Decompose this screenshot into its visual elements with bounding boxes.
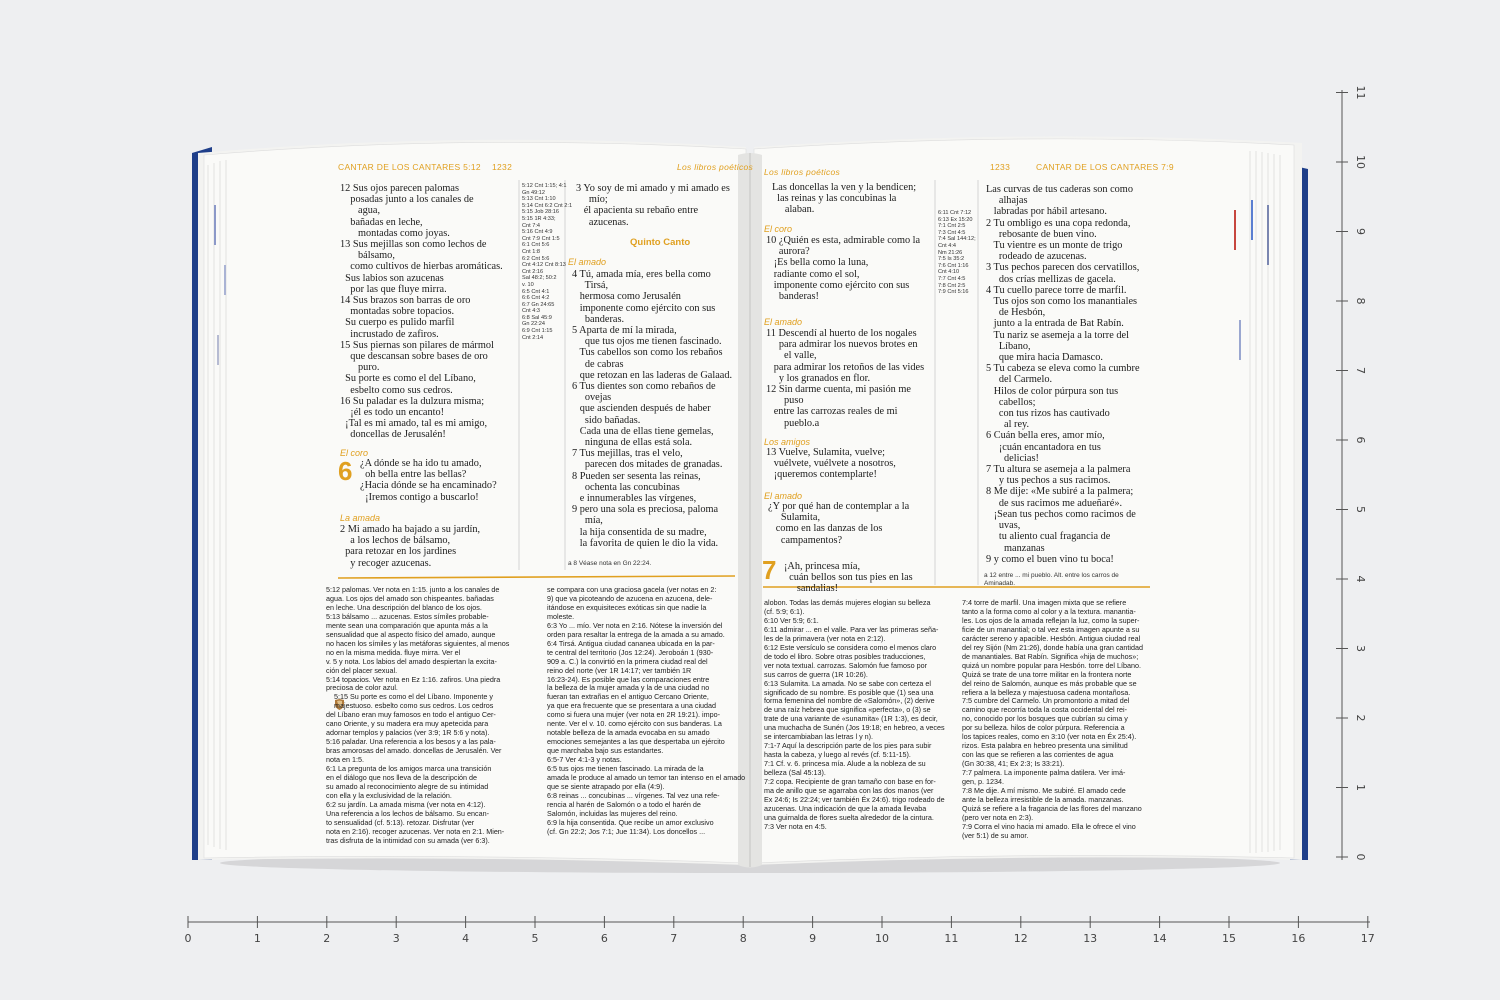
ruler-v-label: 8 [1354, 297, 1367, 305]
left-verses-col1: 12 Sus ojos parecen palomas posadas junto a los canales de agua, bañadas en leche, montadas como joyas. 13 Sus mejillas son como lechos de bálsamo, como cultivos de hierbas aromáticas. Sus labios son azucenas por las que fluye mirra. 14 Sus brazos son barras de oro montadas sobre topacios. Su cuerpo es pulido marfil incrustado de zafiros. 15 Sus piernas son pilares de mármol que descansan sobre bases de oro puro. Su porte es como el del Líbano, esbelto como sus cedros. 16 Su paladar es la dulzura misma; ¡él es todo un encanto! ¡Tal es mi amado, tal es mi amigo, doncellas de Jerusalén! [340, 183, 503, 441]
right-verses-col1b: 10 ¿Quién es esta, admirable como la aurora? ¡Es bella como la luna, radiante como el sol, imponente como ejército con sus banderas! [766, 235, 921, 303]
right-verses-col1f: ¡Ah, princesa mía, cuán bellos son tus pies en las sandalias! [784, 561, 913, 595]
section-heading-amado: El amado [568, 257, 607, 267]
ruler-h-label: 14 [1152, 932, 1167, 945]
right-verses-col1d: 13 Vuelve, Sulamita, vuelve; vuélvete, vuélvete a nosotros, ¡queremos contemplarte! [766, 447, 896, 481]
ruler-v-label: 1 [1354, 784, 1367, 791]
ruler-v-label: 0 [1354, 853, 1367, 861]
left-footnote: a 8 Véase nota en Gn 22:24. [568, 560, 652, 567]
horizontal-ruler [0, 910, 1500, 970]
ruler-v-label: 10 [1354, 155, 1367, 169]
ruler-h-label: 5 [531, 932, 539, 945]
left-study-notes-col1: 5:12 palomas. Ver nota en 1:15. junto a los canales de agua. Los ojos del amado son chispeantes. bañadas en leche. Una descripción del blanco de los ojos. 5:13 bálsamo ... azucenas. Estos símiles probable- mente sean una comparación que apunta más a la sensualidad que al aspecto físico del amado, aunque no hacen los símiles y las metáforas siguientes, al menos no en la misma medida. fluye mirra. Ver el v. 5 y nota. Los labios del amado despiertan la excita- ción del placer sexual. 5:14 topacios. Ver nota en Ez 1:16. zafiros. Una piedra preciosa de color azul. 5:15 Su porte es como el del Líbano. Imponente y majestuoso. esbelto como sus cedros. Los cedros del Líbano eran muy famosos en todo el antiguo Cer- cano Oriente, y su madera era muy apetecida para adornar templos y palacios (ver 3:9; 1R 5:6 y nota). 5:16 paladar. Una referencia a los besos y a las pala- bras amorosas del amado. doncellas de Jerusalén. Ver nota en 1:5. 6:1 La pregunta de los amigos marca una transición en el diálogo que nos lleva de la descripción de su amado al reconocimiento alegre de su intimidad con ella y la exclusividad de la relación. 6:2 su jardín. La amada misma (ver nota en 4:12). Una referencia a los lechos de bálsamo. Su encan- to sensualidad (cf. 5:13). retozar. Disfrutar (ver nota en 2:16). recoger azucenas. Ver nota en 2:1. Mien- tras disfruta de la intimidad con su amada (ver 6:3). [326, 585, 510, 845]
left-verses-col2: 3 Yo soy de mi amado y mi amado es mío; él apacienta su rebaño entre azucenas. [576, 183, 730, 228]
right-footnote: a 12 entre ... mi pueblo. Alt. entre los carros de Aminadab. [984, 572, 1119, 587]
ruler-v-label: 4 [1354, 575, 1367, 583]
chapter-number-6: 6 [338, 456, 353, 486]
right-verses-col2: Las curvas de tus caderas son como alhajas labradas por hábil artesano. 2 Tu ombligo es una copa redonda, rebosante de buen vino. Tu vientre es un monte de trigo rodeado de azucenas. 3 Tus pechos parecen dos cervatillos, dos crías mellizas de gacela. 4 Tu cuello parece torre de marfil. Tus ojos son como los manantiales de Hesbón, junto a la entrada de Bat Rabín. Tu nariz se asemeja a la torre del Líbano, que mira hacia Damasco. 5 Tu cabeza se eleva como la cumbre del Carmelo. Hilos de color púrpura son tus cabellos; con tus rizos has cautivado al rey. 6 Cuán bella eres, amor mío, ¡cuán encantadora en tus delicias! 7 Tu altura se asemeja a la palmera y tus pechos a sus racimos. 8 Me dije: «Me subiré a la palmera; de sus racimos me adueñaré». ¡Sean tus pechos como racimos de uvas, tu aliento cual fragancia de manzanas 9 y como el buen vino tu boca! [986, 184, 1140, 565]
left-page-number: 1232 [492, 162, 513, 172]
ruler-v-label: 2 [1354, 714, 1367, 722]
left-study-notes-col2: se compara con una graciosa gacela (ver notas en 2: 9) que va picoteando de azucena en azucena, dele- itándose en exquisiteces exóticas sin que nadie la moleste. 6:3 Yo ... mío. Ver nota en 2:16. Nótese la inversión del orden para resaltar la entrega de la amada a su amado. 6:4 Tirsá. Antigua ciudad cananea ubicada en la par- te central del territorio (Jos 12:24). Jeroboán 1 (930- 909 a. C.) la convirtió en la primera ciudad real del reino del norte (ver 1R 14:17; ver también 1R 16:23-24). Es posible que las comparaciones entre la belleza de la mujer amada y la de una ciudad no fueran tan extrañas en el antiguo Cercano Oriente, ya que era frecuente que se presentara a una ciudad como si fuera una mujer (ver nota en 2R 19:21). impo- nente. Ver el v. 10. como ejército con sus banderas. La notable belleza de la amada evocaba en su amado emociones semejantes a las que despertaba un ejército que marchaba bajo sus estandartes. 6:5-7 Ver 4:1-3 y notas. 6:5 tus ojos me tienen fascinado. La mirada de la amada le produce al amado un temor tan intenso en el amado que se siente atrapado por ella (4:9). 6:8 reinas ... concubinas ... vírgenes. Tal vez una refe- rencia al harén de Salomón o a todo el harén de Salomón, incluidas las mujeres del reino. 6:9 la hija consentida. Que recibe un amor exclusivo (cf. Gn 22:2; Jos 7:1; Jue 11:34). Los doncellos ... [547, 585, 746, 836]
section-heading-amado-2: El amado [764, 491, 803, 501]
ruler-h-label: 17 [1360, 932, 1375, 945]
ruler-h-label: 4 [462, 932, 470, 945]
right-book-section: Los libros poéticos [764, 167, 841, 177]
right-verses-col1a: Las doncellas la ven y la bendicen; las reinas y las concubinas la alaban. [772, 182, 917, 216]
ruler-h-label: 9 [809, 932, 817, 945]
section-heading-coro-right: El coro [764, 224, 793, 234]
ruler-h-label: 12 [1013, 932, 1028, 945]
vertical-ruler [1330, 80, 1390, 880]
left-book-section: Los libros poéticos [677, 162, 754, 172]
left-running-header: CANTAR DE LOS CANTARES 5:12 [338, 162, 481, 172]
ruler-v-label: 3 [1354, 645, 1367, 652]
right-verses-col1c: 11 Descendí al huerto de los nogales para admirar los nuevos brotes en el valle, para admirar los retoños de las vides y los granados en flor. 12 Sin darme cuenta, mi pasión me puso entre las carrozas reales de mi pueblo.a [766, 328, 925, 429]
ruler-v-label: 11 [1354, 85, 1367, 100]
right-verses-col1e: ¿Y por qué han de contemplar a la Sulamita, como en las danzas de los campamentos? [768, 501, 910, 546]
section-heading-amada: La amada [340, 513, 381, 523]
right-cross-references: 6:11 Cnt 7:12 6:13 Ex 15:20 7:1 Cnt 2:5 7:3 Cnt 4:5 7:4 Sal 144:12; Cnt 4:4 Nm 21:26 7:5 Is 35:2 7:6 Cnt 1:16 Cnt 4:10 7:7 Cnt 4:5 7:8 Cnt 2:5 7:9 Cnt 5:16 [938, 210, 976, 296]
right-study-notes-col1: alobon. Todas las demás mujeres elogian su belleza (cf. 5:9; 6:1). 6:10 Ver 5:9; 6:1. 6:11 admirar ... en el valle. Para ver las primeras seña- les de la primavera (ver nota en 2:12). 6:12 Este versículo se considera como el menos claro de todo el libro. Sobre otras posibles traducciones, ver nota textual. carrozas. Salomón fue famoso por sus carros de guerra (1R 10:26). 6:13 Sulamita. La amada. No se sabe con certeza el significado de su nombre. Es posible que (1) sea una forma femenina del nombre de «Salomón», (2) derive de una raíz hebrea que significa «perfecta», o (3) se trate de una variante de «sunamita» (1R 1:3), es decir, una muchacha de Sunén (Jos 19:18; en hebreo, a veces se intercambiaban las letras l y n). 7:1-7 Aquí la descripción parte de los pies para subir hasta la cabeza, y luego al revés (cf. 5:11-15). 7:1 Cf. v. 6. princesa mía. Alude a la nobleza de su belleza (Sal 45:13). 7:2 copa. Recipiente de gran tamaño con base en for- ma de anillo que se agarraba con las dos manos (ver Ex 24:6; Is 22:24; ver también Éx 24:6). trigo rodeado de azucenas. Una indicación de que la amada llevaba una guirnalda de flores suelta alrededor de la cintura. 7:3 Ver nota en 4:5. [764, 598, 945, 831]
section-heading-coro: El coro [340, 448, 369, 458]
right-running-header: CANTAR DE LOS CANTARES 7:9 [1036, 162, 1174, 172]
section-heading-amado-right: El amado [764, 317, 803, 327]
ruler-h-label: 16 [1291, 932, 1306, 945]
amada-verses: 2 Mi amado ha bajado a su jardín, a los lechos de bálsamo, para retozar en los jardines y recoger azucenas. [340, 524, 481, 569]
ruler-v-label: 7 [1354, 367, 1367, 374]
ruler-h-label: 15 [1222, 932, 1236, 945]
open-book [190, 125, 1310, 875]
left-cross-references: 5:12 Cnt 1:15; 4:1 Gn 49:12 5:13 Cnt 1:10 5:14 Cnt 6:2 Cnt 2:1 5:15 Job 28:16 5:15 1R 4:33; Cnt 7:4 5:16 Cnt 4:9 Cnt 7:9 Cnt 1:5 6:1 Cnt 5:6 Cnt 1:8 6:2 Cnt 5:6 Cnt 4:12 Cnt 8:13 Cnt 2:16 Sal 48:2; 50:2 v. 10 6:5 Cnt 4:1 6:6 Cnt 4:2 6:7 Gn 24:65 Cnt 4:3 6:8 Sal 45:9 Gn 22:24 6:9 Cnt 1:15 Cnt 2:14 [522, 183, 573, 341]
ruler-h-label: 2 [323, 932, 331, 945]
section-heading-amigos: Los amigos [764, 437, 811, 447]
ruler-h-label: 1 [253, 932, 261, 945]
coro-verses: ¿A dónde se ha ido tu amado, oh bella entre las bellas? ¿Hacia dónde se ha encaminado? ¡Iremos contigo a buscarlo! [360, 458, 497, 503]
ruler-v-label: 9 [1354, 228, 1367, 235]
ruler-h-label: 10 [875, 932, 889, 945]
ruler-v-label: 5 [1354, 506, 1367, 513]
ruler-h-label: 11 [944, 932, 959, 945]
ruler-h-label: 3 [392, 932, 400, 945]
ruler-h-label: 13 [1083, 932, 1098, 945]
ruler-h-label: 8 [739, 932, 747, 945]
ruler-h-label: 0 [184, 932, 192, 945]
ruler-h-label: 6 [600, 932, 608, 945]
ruler-h-label: 7 [670, 932, 678, 945]
section-heading-quinto-canto: Quinto Canto [630, 237, 691, 248]
chapter-number-7: 7 [762, 555, 777, 585]
right-study-notes-col2: 7:4 torre de marfil. Una imagen mixta que se refiere tanto a la forma como al color y a la textura. manantia- les. Los ojos de la amada reflejan la luz, como la super- ficie de un manantial; o tal vez esta imagen apunte a su carácter sereno y apacible. Hesbón. Antigua ciudad real del rey Sijón (Nm 21:26), donde había una gran cantidad de manantiales. Bat Rabín. Significa «hija de muchos»; quizá un nombre popular para Hesbón. torre del Líbano. Quizá se trate de una torre militar en la frontera norte del reino de Salomón, aunque es más probable que se refiera a la belleza y majestuosa cadena montañosa. 7:5 cumbre del Carmelo. Un promontorio a mitad del camino que recorría toda la costa occidental del rei- no, conocido por los bosques que cubrían su cima y por su belleza. hilos de color púrpura. Referencia a los tapices reales, como en 3:10 (ver nota en Éx 25:4). rizos. Esta palabra en hebreo presenta una similitud con las que se refieren a las corrientes de agua (Gn 30:38, 41; Ex 2:3; Is 33:21). 7:7 palmera. La imponente palma datilera. Ver imá- gen, p. 1234. 7:8 Me dije. A mí mismo. Me subiré. El amado cede ante la belleza irresistible de la amada. manzanas. Quizá se refiere a la fragancia de las flores del manzano (pero ver nota en 2:3). 7:9 Corra el vino hacia mi amado. Ella le ofrece el vino (ver 5:1) de su amor. [962, 598, 1144, 840]
right-page-number: 1233 [990, 162, 1011, 172]
ruler-v-label: 6 [1354, 436, 1367, 444]
left-verses-col2b: 4 Tú, amada mía, eres bella como Tirsá, hermosa como Jerusalén imponente como ejército con sus banderas. 5 Aparta de mí la mirada, que tus ojos me tienen fascinado. Tus cabellos son como los rebaños de cabras que retozan en las laderas de Galaad. 6 Tus dientes son como rebaños de ovejas que ascienden después de haber sido bañadas. Cada una de ellas tiene gemelas, ninguna de ellas está sola. 7 Tus mejillas, tras el velo, parecen dos mitades de granadas. 8 Pueden ser sesenta las reinas, ochenta las concubinas e innumerables las vírgenes, 9 pero una sola es preciosa, paloma mía, la hija consentida de su madre, la favorita de quien le dio la vida. [572, 269, 733, 549]
